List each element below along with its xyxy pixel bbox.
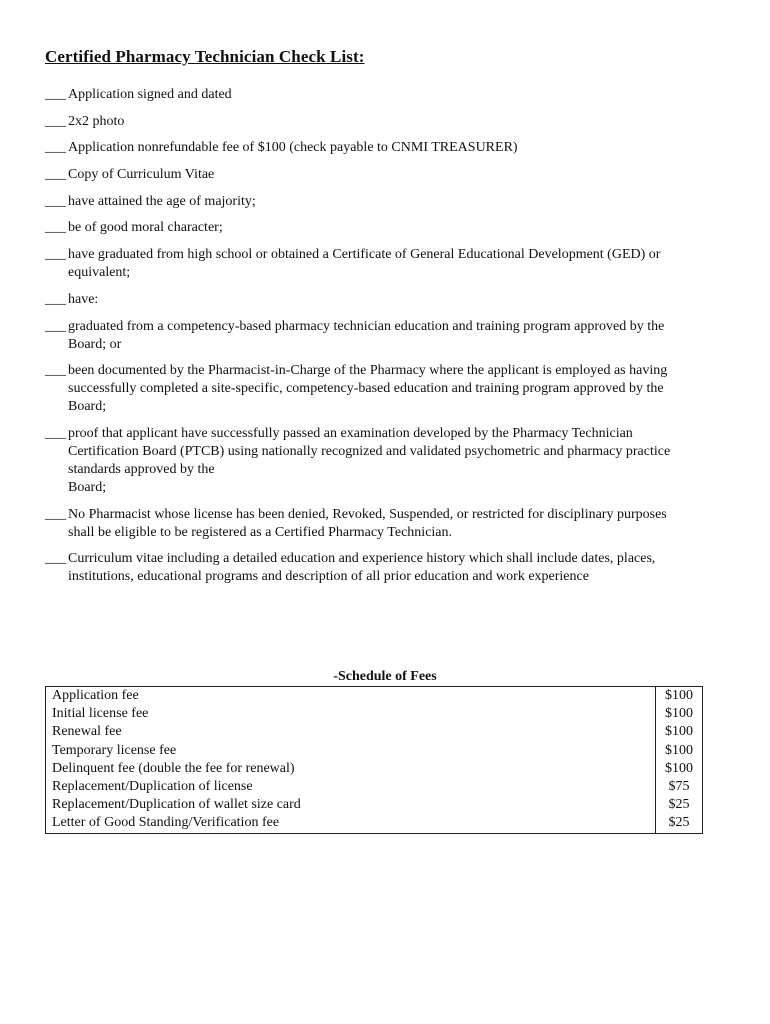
checklist-item-line: institutions, educational programs and description of all prior education and work experience bbox=[68, 569, 589, 585]
fee-amount: $25 bbox=[656, 796, 703, 814]
checklist-blank: ___ bbox=[45, 318, 66, 334]
checklist-item bbox=[45, 362, 727, 416]
checklist-blank: ___ bbox=[45, 551, 66, 567]
fee-row bbox=[46, 760, 703, 778]
checklist-item-text bbox=[68, 246, 727, 282]
checklist-item-line: Certification Board (PTCB) using nationally recognized and validated psychometric and pharmacy practice bbox=[68, 443, 671, 459]
checklist-item-line: equivalent; bbox=[68, 265, 131, 281]
fee-row bbox=[46, 705, 703, 723]
checklist-blank: ___ bbox=[45, 247, 66, 263]
checklist-item bbox=[45, 506, 727, 542]
fee-amount: $100 bbox=[656, 760, 703, 778]
page-title: Certified Pharmacy Technician Check List: bbox=[45, 47, 365, 66]
fee-row bbox=[46, 814, 703, 833]
fee-label: Replacement/Duplication of wallet size card bbox=[46, 796, 656, 814]
checklist-item-line: Board; bbox=[68, 399, 107, 415]
checklist-blank: ___ bbox=[45, 140, 66, 156]
checklist-item-line: have attained the age of majority; bbox=[68, 193, 256, 209]
checklist-blank: ___ bbox=[45, 193, 66, 209]
fee-row bbox=[46, 796, 703, 814]
checklist-item-text bbox=[68, 113, 727, 131]
checklist bbox=[45, 86, 727, 595]
checklist-item-text bbox=[68, 166, 727, 184]
fee-row bbox=[46, 687, 703, 706]
checklist-item-line: Board; or bbox=[68, 336, 122, 352]
checklist-blank: ___ bbox=[45, 220, 66, 236]
fee-label: Temporary license fee bbox=[46, 742, 656, 760]
fee-amount: $100 bbox=[656, 742, 703, 760]
checklist-blank: ___ bbox=[45, 506, 66, 522]
checklist-item bbox=[45, 291, 727, 309]
checklist-item-line: Board; bbox=[68, 479, 107, 495]
checklist-item bbox=[45, 166, 727, 184]
fee-label: Delinquent fee (double the fee for renewal) bbox=[46, 760, 656, 778]
checklist-item bbox=[45, 113, 727, 131]
checklist-item-text bbox=[68, 291, 727, 309]
checklist-item-text bbox=[68, 193, 727, 211]
checklist-item-line: Copy of Curriculum Vitae bbox=[68, 167, 215, 183]
checklist-item-text bbox=[68, 506, 727, 542]
checklist-item bbox=[45, 86, 727, 104]
checklist-item bbox=[45, 139, 727, 157]
checklist-blank: ___ bbox=[45, 113, 66, 129]
checklist-item-line: Curriculum vitae including a detailed education and experience history which shall include dates, places, bbox=[68, 551, 656, 567]
checklist-item bbox=[45, 246, 727, 282]
checklist-item bbox=[45, 193, 727, 211]
fees-table bbox=[45, 686, 703, 834]
checklist-item-text bbox=[68, 318, 727, 354]
fee-row bbox=[46, 723, 703, 741]
fee-label: Initial license fee bbox=[46, 705, 656, 723]
fees-heading: -Schedule of Fees bbox=[333, 669, 437, 684]
checklist-item-line: graduated from a competency-based pharmacy technician education and training program approved by the bbox=[68, 318, 665, 334]
fee-row bbox=[46, 742, 703, 760]
checklist-item bbox=[45, 425, 727, 497]
checklist-item-text bbox=[68, 86, 727, 104]
fee-amount: $100 bbox=[656, 687, 703, 706]
fee-row bbox=[46, 778, 703, 796]
checklist-item-text bbox=[68, 550, 727, 586]
checklist-item bbox=[45, 318, 727, 354]
checklist-item-line: have graduated from high school or obtained a Certificate of General Educational Development (GED) or bbox=[68, 247, 661, 263]
checklist-blank: ___ bbox=[45, 87, 66, 102]
checklist-item-line: be of good moral character; bbox=[68, 220, 223, 236]
fee-amount: $100 bbox=[656, 723, 703, 741]
checklist-item-line: successfully completed a site-specific, competency-based education and training program approved by the bbox=[68, 381, 664, 397]
checklist-item-line: have: bbox=[68, 291, 99, 307]
checklist-blank: ___ bbox=[45, 425, 66, 441]
fee-label: Application fee bbox=[46, 687, 656, 706]
checklist-blank: ___ bbox=[45, 291, 66, 307]
checklist-item bbox=[45, 550, 727, 586]
checklist-item-line: Application nonrefundable fee of $100 (check payable to CNMI TREASURER) bbox=[68, 140, 518, 156]
fee-amount: $100 bbox=[656, 705, 703, 723]
fee-label: Replacement/Duplication of license bbox=[46, 778, 656, 796]
checklist-blank: ___ bbox=[45, 167, 66, 183]
fee-amount: $25 bbox=[656, 814, 703, 833]
checklist-item-text bbox=[68, 362, 727, 416]
checklist-item-line: No Pharmacist whose license has been denied, Revoked, Suspended, or restricted for disciplinary purposes bbox=[68, 506, 667, 522]
checklist-item-text bbox=[68, 219, 727, 237]
checklist-item-line: 2x2 photo bbox=[68, 113, 125, 129]
checklist-item-line: been documented by the Pharmacist-in-Charge of the Pharmacy where the applicant is employed as having bbox=[68, 363, 668, 379]
checklist-item-line: standards approved by the bbox=[68, 461, 215, 477]
fee-amount: $75 bbox=[656, 778, 703, 796]
fee-label: Renewal fee bbox=[46, 723, 656, 741]
fee-label: Letter of Good Standing/Verification fee bbox=[46, 814, 656, 833]
checklist-item-text bbox=[68, 425, 727, 497]
checklist-item-line: shall be eligible to be registered as a Certified Pharmacy Technician. bbox=[68, 524, 453, 540]
checklist-blank: ___ bbox=[45, 363, 66, 379]
checklist-item-text bbox=[68, 139, 727, 157]
checklist-item-line: Application signed and dated bbox=[68, 87, 232, 102]
checklist-item-line: proof that applicant have successfully passed an examination developed by the Pharmacy Technician bbox=[68, 425, 633, 441]
checklist-item bbox=[45, 219, 727, 237]
